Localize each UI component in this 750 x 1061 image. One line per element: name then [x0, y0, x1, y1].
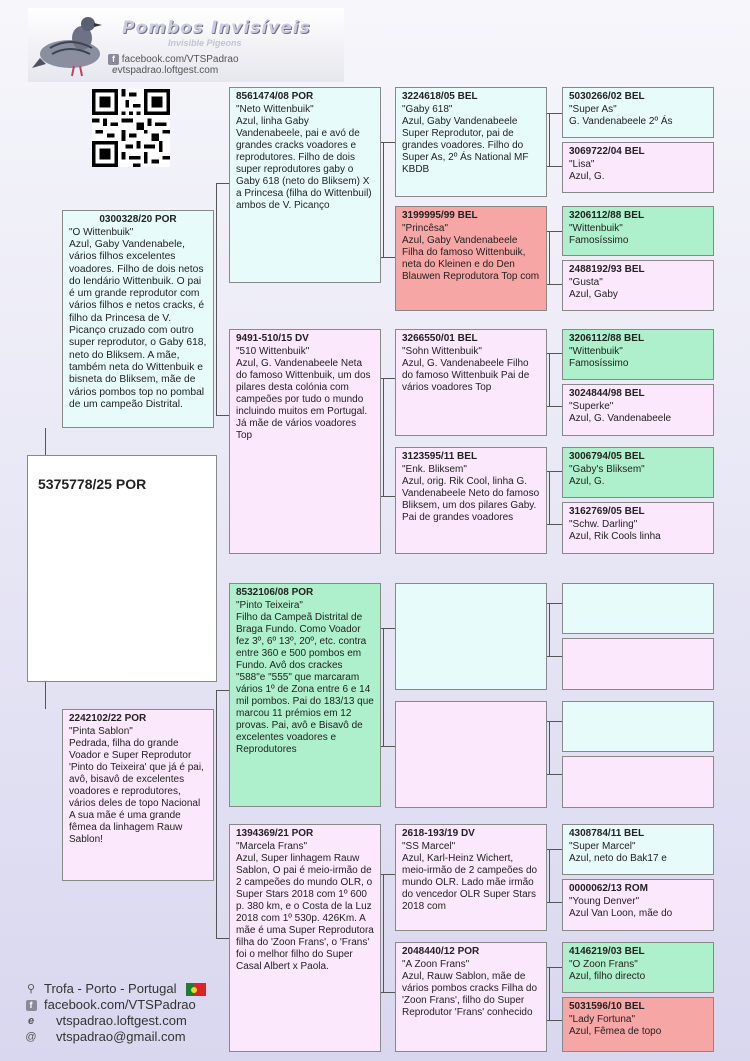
- pedigree-ring: 3199995/99 BEL: [402, 210, 478, 221]
- pedigree-ring: 2618-193/19 DV: [402, 828, 475, 839]
- gen4-card-7[interactable]: [562, 447, 714, 498]
- website-icon: e: [112, 65, 118, 76]
- gen2-card-3[interactable]: [229, 583, 381, 807]
- qr-code[interactable]: [92, 89, 170, 167]
- banner-links: [108, 54, 344, 76]
- pedigree-name: "Superke": [569, 401, 614, 412]
- pedigree-desc: Azul, G.: [569, 171, 605, 182]
- banner-subtitle: Invisible Pigeons: [168, 38, 242, 48]
- gen3-card-4[interactable]: [395, 447, 547, 554]
- pedigree-name: "Wittenbuik": [569, 223, 623, 234]
- pedigree-ring: 3069722/04 BEL: [569, 146, 645, 157]
- pedigree-desc: Azul, Gaby Vandenabeele Filha do famoso Wittenbuik, neta do Kleinen e do Den Blauwen Reprodutora Top com: [402, 235, 540, 282]
- gen4-card-12[interactable]: [562, 756, 714, 808]
- header-banner: [28, 8, 344, 82]
- pedigree-ring: 4308784/11 BEL: [569, 828, 645, 839]
- banner-facebook-link[interactable]: facebook.com/VTSPadrao: [121, 54, 239, 65]
- footer-facebook-link[interactable]: facebook.com/VTSPadrao: [44, 997, 196, 1012]
- pedigree-name: "510 Wittenbuik": [236, 346, 310, 357]
- sire-card[interactable]: [62, 210, 214, 428]
- pedigree-name: "Lisa": [569, 159, 595, 170]
- pedigree-desc: G. Vandenabeele 2º Ás: [569, 116, 673, 127]
- gen3-card-3[interactable]: [395, 329, 547, 436]
- pedigree-desc: Azul, linha Gaby Vandenabeele, pai e avó de grandes cracks voadores e reprodutores. Filho de dois super reprodutores gaby o Gaby 618 (neto do Bliksem) X a Princesa (filha do Wittenbuil) ambos de V. Picanço: [236, 116, 372, 211]
- pedigree-name: "Super Marcel": [569, 841, 636, 852]
- pedigree-desc: Filho da Campeã Distrital de Braga Fundo. Como Voador fez 3º, 6º 13º, 20º, etc. contra entre 360 e 500 pombos em Fundo. Avô dos crackes "588"e "555" que marcaram vários 1º de Zona entre 6 e 14 mil pombos. Pai do 183/13 que marcou 11 prémios em 12 provas. Pai, avô e Bisavô de excelentes voadores e Reprodutores: [236, 612, 374, 755]
- pedigree-name: "Lady Fortuna": [569, 1014, 636, 1025]
- pedigree-desc: Azul, Gaby: [569, 289, 618, 300]
- pedigree-name: "A Zoon Frans": [402, 959, 470, 970]
- facebook-icon: f: [108, 54, 119, 65]
- pedigree-desc: Azul, Karl-Heinz Wichert, meio-irmão de 2 campeões do mundo OLR. Lado mãe irmão do vencedor OLR Super Stars 2018 com: [402, 853, 538, 912]
- location-pin-icon: ⚲: [26, 983, 36, 995]
- pedigree-desc: Azul, G. Vandenabeele Filho do famoso Wittenbuik Pai de vários voadores Top: [402, 358, 530, 393]
- gen4-card-13[interactable]: [562, 824, 714, 875]
- gen4-card-10[interactable]: [562, 638, 714, 690]
- sire-desc: Azul, Gaby Vandenabele, vários filhos excelentes voadores. Filho de dois netos do lendário Wittenbuik. O pai é um grande reprodutor com vários filhos e netos cracks, é filho da Princesa de V. Picanço cruzado com outro super reprodutor, o Gaby 618, neto do Bliksem. A mãe, também neta do Wittenbuik e bisneta do Bliksem, mãe de vários pombos top no pombal de um campeão Distrital.: [69, 239, 207, 410]
- pedigree-ring: 3224618/05 BEL: [402, 91, 478, 102]
- gen4-card-4[interactable]: [562, 260, 714, 311]
- portugal-flag-icon: [186, 983, 206, 996]
- pedigree-ring: 2488192/93 BEL: [569, 264, 645, 275]
- pedigree-name: "Neto Wittenbuik": [236, 104, 314, 115]
- pedigree-desc: Famosíssimo: [569, 358, 629, 369]
- subject-ring: 5375778/25 POR: [38, 476, 147, 492]
- pedigree-ring: 5031596/10 BEL: [569, 1001, 645, 1012]
- gen4-card-11[interactable]: [562, 701, 714, 752]
- pedigree-ring: 3162769/05 BEL: [569, 506, 645, 517]
- footer-website-link[interactable]: vtspadrao.loftgest.com: [56, 1013, 187, 1028]
- gen2-card-4[interactable]: [229, 824, 381, 1052]
- pedigree-ring: 1394369/21 POR: [236, 828, 314, 839]
- pedigree-ring: 9491-510/15 DV: [236, 333, 309, 344]
- pedigree-desc: Azul, Fêmea de topo: [569, 1026, 662, 1037]
- gen4-card-2[interactable]: [562, 142, 714, 193]
- dam-card[interactable]: [62, 709, 214, 881]
- gen4-card-8[interactable]: [562, 502, 714, 554]
- pedigree-ring: 2048440/12 POR: [402, 946, 480, 957]
- gen4-card-5[interactable]: [562, 329, 714, 380]
- banner-website-link[interactable]: vtspadrao.loftgest.com: [117, 65, 219, 76]
- pedigree-name: "Pinto Teixeira": [236, 600, 303, 611]
- pedigree-ring: 8561474/08 POR: [236, 91, 314, 102]
- footer-website-row: [24, 1013, 206, 1029]
- gen3-card-5[interactable]: [395, 583, 547, 690]
- pedigree-ring: 3266550/01 BEL: [402, 333, 478, 344]
- pedigree-ring: 3206112/88 BEL: [569, 333, 645, 344]
- banner-title: Pombos Invisíveis: [122, 18, 311, 38]
- pedigree-name: "Enk. Bliksem": [402, 464, 467, 475]
- footer-location: Trofa - Porto - Portugal: [44, 981, 177, 996]
- pedigree-ring: 3024844/98 BEL: [569, 388, 645, 399]
- pedigree-ring: 8532106/08 POR: [236, 587, 314, 598]
- pedigree-desc: Azul, filho directo: [569, 971, 646, 982]
- gen4-card-1[interactable]: [562, 87, 714, 138]
- pedigree-desc: Azul, neto do Bak17 e: [569, 853, 667, 864]
- gen4-card-3[interactable]: [562, 206, 714, 256]
- dam-name: "Pinta Sablon": [69, 726, 133, 737]
- pedigree-ring: 4146219/03 BEL: [569, 946, 645, 957]
- pedigree-name: "Princêsa": [402, 223, 449, 234]
- website-icon: e: [27, 1015, 35, 1027]
- pedigree-name: "Marcela Frans": [236, 841, 308, 852]
- pedigree-desc: Azul, Super linhagem Rauw Sablon, O pai é meio-irmão de 2 campeões do mundo OLR, o Super Stars 2018 com 1º 600 p. 380 km, e o Costa de la Luz 2018 com 1º 530p. 426Km. A mãe é uma Super Reprodutora filha do 'Zoon Frans', o 'Frans' foi o melhor filho do Super Casal Albert x Paola.: [236, 853, 374, 972]
- pedigree-desc: Famosíssimo: [569, 235, 629, 246]
- pedigree-desc: Azul, Rik Cools linha: [569, 531, 661, 542]
- contact-footer: [24, 981, 206, 1045]
- gen3-card-2[interactable]: [395, 206, 547, 311]
- pedigree-desc: Azul, G. Vandenabeele Neta do famoso Wittenbuik, um dos pilares desta colónia com campeões por tudo o mundo incluindo muitos em Portugal. Já mãe de vários voadores Top: [236, 358, 371, 441]
- subject-card[interactable]: [27, 455, 217, 682]
- pedigree-ring: 3206112/88 BEL: [569, 210, 645, 221]
- pedigree-desc: Azul, Gaby Vandenabeele Super Reprodutor, pai de grandes voadores. Filho do Super As, 2º Ás National MF KBDB: [402, 116, 529, 175]
- gen3-card-7[interactable]: [395, 824, 547, 931]
- pedigree-desc: Azul, G. Vandenabeele: [569, 413, 672, 424]
- footer-email-row: [24, 1029, 206, 1045]
- gen2-card-1[interactable]: [229, 87, 381, 283]
- pedigree-name: "Sohn Wittenbuik": [402, 346, 482, 357]
- footer-email-link[interactable]: vtspadrao@gmail.com: [56, 1029, 186, 1044]
- pedigree-ring: 3006794/05 BEL: [569, 451, 645, 462]
- facebook-icon: f: [24, 997, 38, 1013]
- pedigree-name: "SS Marcel": [402, 841, 456, 852]
- footer-location-row: [24, 981, 206, 997]
- pedigree-name: "Gaby 618": [402, 104, 453, 115]
- dam-ring: 2242102/22 POR: [69, 713, 147, 724]
- gen4-card-15[interactable]: [562, 942, 714, 993]
- pigeon-logo: [30, 8, 110, 82]
- pedigree-desc: Azul Van Loon, mãe do: [569, 908, 673, 919]
- pedigree-name: "Super As": [569, 104, 617, 115]
- pedigree-name: "Schw. Darling": [569, 519, 638, 530]
- pedigree-name: "Wittenbuik": [569, 346, 623, 357]
- pedigree-desc: Azul, orig. Rik Cool, linha G. Vandenabeele Neto do famoso Bliksem, um dos pilares Gaby. Pai de grandes voadores: [402, 476, 540, 523]
- gen2-card-2[interactable]: [229, 329, 381, 554]
- pedigree-ring: 3123595/11 BEL: [402, 451, 478, 462]
- sire-name: "O Wittenbuik": [69, 227, 134, 238]
- pedigree-name: "Young Denver": [569, 896, 640, 907]
- pedigree-desc: Azul, Rauw Sablon, mãe de vários pombos cracks Filha do 'Zoon Frans', filho do Super Reprodutor 'Frans' conhecido: [402, 971, 538, 1018]
- pedigree-name: "Gaby's Bliksem": [569, 464, 645, 475]
- pedigree-ring: 0000062/13 ROM: [569, 883, 648, 894]
- pedigree-ring: 5030266/02 BEL: [569, 91, 645, 102]
- pedigree-desc: Azul, G.: [569, 476, 605, 487]
- gen3-card-1[interactable]: [395, 87, 547, 197]
- footer-facebook-row: [24, 997, 206, 1013]
- gen4-card-16[interactable]: [562, 997, 714, 1052]
- pedigree-name: "Gusta": [569, 277, 603, 288]
- gen4-card-9[interactable]: [562, 583, 714, 634]
- sire-ring: 0300328/20 POR: [99, 214, 177, 225]
- gen3-card-8[interactable]: [395, 942, 547, 1052]
- gen4-card-14[interactable]: [562, 879, 714, 931]
- gen3-card-6[interactable]: [395, 701, 547, 808]
- pedigree-name: "O Zoon Frans": [569, 959, 638, 970]
- email-at-icon: @: [25, 1031, 37, 1043]
- gen4-card-6[interactable]: [562, 384, 714, 436]
- dam-desc: Pedrada, filha do grande Voador e Super Reprodutor 'Pinto do Teixeira' que já é pai, avô, bisavô de excelentes voadores e reprodutores, vários deles de topo Nacional A sua mãe é uma grande fêmea da linhagem Rauw Sablon!: [69, 738, 204, 845]
